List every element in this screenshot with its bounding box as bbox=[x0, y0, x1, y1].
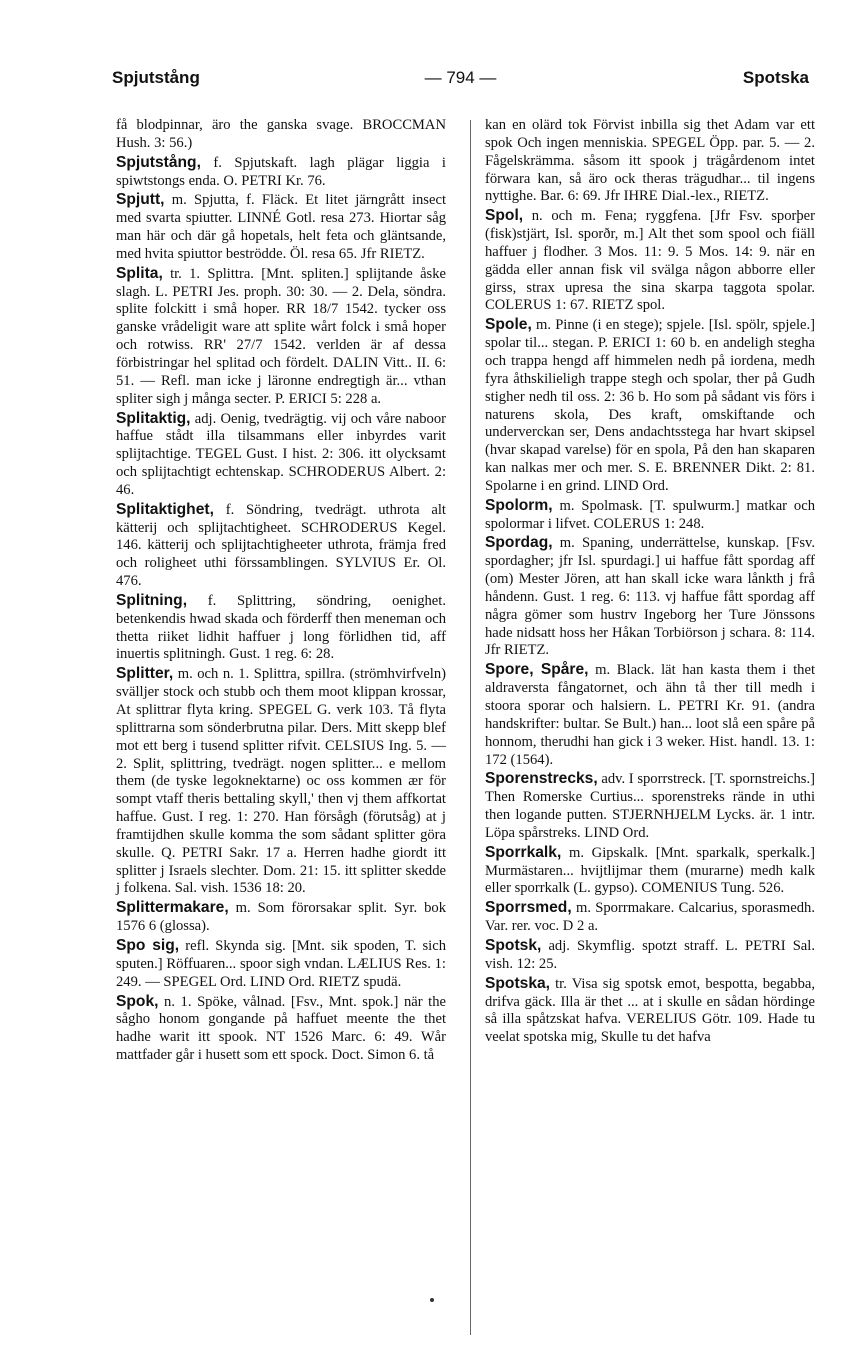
header-left-keyword: Spjutstång bbox=[112, 68, 200, 87]
headword: Spok, bbox=[116, 992, 159, 1010]
entry bbox=[485, 770, 815, 842]
entry bbox=[116, 265, 446, 409]
headword: Sporrsmed, bbox=[485, 899, 572, 917]
entry-text: tr. Visa sig spotsk emot, bespotta, begabba, drifva gäck. Illa är thet ... at i skulle en sådan hördinge så illa spåtzskat hafva. VERELIUS Götr. 109. Hade tu veelat spotska mig, Skulle tu det hafva bbox=[485, 975, 815, 1046]
entry-text: adj. Oenig, tvedrägtig. vij och våre naboor haffue stådt illa tilsammans eller inbyrdes varit splijtachtige. TEGEL Gust. I hist. 2: 306. itt olycksamt och splijtachtigt echtenskap. SCHRODERUS Albert. 2: 46. bbox=[116, 410, 446, 498]
entry bbox=[116, 191, 446, 263]
speck-mark bbox=[430, 1298, 434, 1302]
entry-text: f. Söndring, tvedrägt. uthrota alt kätterij och splijtachtigheet. SCHRODERUS Kegel. 146. kätterij och splijtachtigheeter uthrota, främja fred och roligheet uthi förssamblingen. SYLVIUS Er. Ol. 476. bbox=[116, 501, 446, 590]
entry bbox=[485, 937, 815, 974]
entry bbox=[485, 661, 815, 769]
entry-text: få blodpinnar, äro the ganska svage. BROCCMAN Hush. 3: 56.) bbox=[116, 117, 446, 151]
entry bbox=[116, 154, 446, 191]
entry-text: m. Sporrmakare. Calcarius, sporasmedh. Var. rer. voc. D 2 a. bbox=[485, 900, 815, 935]
entry-text: m. och n. 1. Splittra, spillra. (strömhvirfveln) svälljer stock och stubb och them moot klippan krossar, At splittrar flyta kring. SPEGEL G. verk 103. Tå flyta splittrarna som sönderbrutna pilar. Ders. Mitt skepp blef mot ett berg i tusend splitter rifvit. CELSIUS Ing. 5. — 2. Split, splittring, tvedrägt. nogen splitter... e mellom them (de tyske legoknektarne) oc oss kommen ær för sompt vtaff theris bettaling skyll,' then vj them affkortat haffue. Gust. I reg. 1: 270. Han försågh (förutsåg) at j framtijdhen skulle komma the som sådant splitter göra skulle. Q. PETRI Sakr. 17 a. Herren hadhe giordt itt splitter j Israels slechter. Dom. 21: 15. itt splitter skedde j folkena. Sal. vish. 1536 18: 20. bbox=[116, 666, 446, 897]
headword: Spolorm, bbox=[485, 496, 553, 514]
entry-text: f. Splittring, söndring, oenighet. betenkendis hwad skada och förderff then meneman och thetta riiket lidhit haffuer j long förlidhen tid, aff inuertis splitningh. Gust. 1 reg. 6: 28. bbox=[116, 592, 446, 663]
headword: Spore, Spåre, bbox=[485, 661, 589, 679]
headword: Spjutt, bbox=[116, 191, 165, 209]
headword: Splitter, bbox=[116, 665, 174, 683]
headword: Spole, bbox=[485, 316, 532, 334]
headword: Splittermakare, bbox=[116, 899, 229, 917]
entry bbox=[116, 501, 446, 591]
headword: Splitaktig, bbox=[116, 409, 191, 427]
entry bbox=[485, 116, 815, 206]
entry bbox=[485, 207, 815, 315]
headword: Splitaktighet, bbox=[116, 500, 214, 518]
entry-text: f. Spjutskaft. lagh plägar liggia i spiwtstongs enda. O. PETRI Kr. 76. bbox=[116, 154, 446, 189]
entry bbox=[485, 316, 815, 495]
entry-text: m. Black. lät han kasta them i thet aldraversta fångatornet, och ähn tå ther till medh i stoora sporar och halsiern. L. PETRI Kr. 91. (andra handskrifter: bultar. Se Bult.) han... loot slå een spåre på honnom, therudhi han gick i 3 weker. Hist. handl. 13. 1: 172 (1564). bbox=[485, 662, 816, 768]
entry bbox=[116, 410, 446, 500]
entry-text: adj. Skymflig. spotzt straff. L. PETRI Sal. vish. 12: 25. bbox=[485, 937, 815, 972]
entry-text: m. Pinne (i en stege); spjele. [Isl. spölr, spjele.] spolar til... stegan. P. ERICI 1: 60 b. en andeligh stegha och trappa hengd aff himmelen nedh på iordena, medh fyra åthskilieligh trappe stegh och spolar, ther på Gudh stigher nedh til oss. 2: 36 b. Ho som på sådant vis förs i naturens skola, Des kraft, omskiftande och underverckan ser, Dens andachtsstega har hvart skipsel (hvar skapad varelse) för en spola, På den han skaparen kan nalkas mer och mer. S. E. BRENNER Dikt. 2: 81. Spolarne i en grind. LIND Ord. bbox=[485, 317, 815, 494]
entry-text: m. Spjutta, f. Fläck. Et litet järngrått insect med svarta spiutter. LINNÉ Gotl. resa 273. Hiortar såg man här och där gå hopetals, helt feta och gläntsande, med hvita spiuttor beströdde. Öl. resa 65. Jfr RIETZ. bbox=[116, 192, 446, 262]
entry bbox=[485, 844, 815, 899]
headword: Spo sig, bbox=[116, 936, 180, 954]
headword: Spjutstång, bbox=[116, 153, 201, 171]
header-right-keyword: Spotska bbox=[742, 68, 809, 87]
entry bbox=[116, 899, 446, 936]
entry bbox=[485, 534, 815, 660]
entry-text: m. Spolmask. [T. spulwurm.] matkar och spolormar i lifvet. COLERUS 1: 248. bbox=[485, 497, 815, 532]
entry-text: n. och m. Fena; ryggfena. [Jfr Fsv. sporþer (fisk)stjärt, Isl. sporðr, m.] Alt thet som spool och fiäll haffuer j flodher. 3 Mos. 11: 9. 5 Mos. 14: 9. när en gädda eller annan fisk vil svälga någon abborre eller girss, strax upresa the sina skarpa taggota spolar. COLERUS 1: 67. RIETZ spol. bbox=[485, 208, 815, 314]
entry-text: kan en olärd tok Förvist inbilla sig thet Adam var ett spok Och ingen menniskia. SPEGEL Öpp. par. 5. — 2. Fågelskrämma. såsom itt spook j trägårdenom intet förwara kan, så äro ock theras trägudhar... til ingens nyttighe. Bar. 6: 69. Jfr IHRE Dial.-lex., RIETZ. bbox=[485, 117, 815, 205]
headword: Spotska, bbox=[485, 974, 550, 992]
entry bbox=[116, 993, 446, 1065]
entry bbox=[485, 497, 815, 534]
headword: Splitning, bbox=[116, 591, 188, 609]
entry-text: tr. 1. Splittra. [Mnt. spliten.] splijtande åske slagh. L. PETRI Jes. proph. 30: 30. — 2. Dela, söndra. splite folckitt i små hoper. RR 18/7 1542. tycker oss ganske vrådeligit ware att splite wårt folck i små hoper och rotwiss. RR' 27/7 1542. verlden är af dessa förbistringar hel splitad och fördelt. DALIN Vitt.. II. 6: 51. — Refl. man icke j läronne endregtigh är... vthan spliter sigh j många secter. P. ERICI 5: 228 a. bbox=[116, 265, 446, 407]
entry-text: adv. I sporrstreck. [T. spornstreichs.] Then Romerske Curtius... sporenstreks rände in uthi then logande putten. STJERNHJELM Lycks. är. 1 intr. Löpa spårstreks. LIND Ord. bbox=[485, 771, 815, 841]
entry bbox=[485, 975, 815, 1047]
headword: Sporenstrecks, bbox=[485, 770, 598, 788]
entry bbox=[116, 592, 446, 664]
entry-text: n. 1. Spöke, vålnad. [Fsv., Mnt. spok.] när the sågho honom gongande på haffuet meente the thet hadhe warit itt spook. NT 1526 Marc. 6: 49. Wår mattfader går i husett som ett spock. Doct. Simon 6. tå bbox=[116, 993, 446, 1064]
headword: Sporrkalk, bbox=[485, 843, 562, 861]
entry bbox=[485, 899, 815, 936]
page-header bbox=[112, 68, 809, 98]
headword: Spordag, bbox=[485, 534, 553, 552]
entry bbox=[116, 665, 446, 898]
entry-text: m. Gipskalk. [Mnt. sparkalk, sperkalk.] Murmästaren... hvijtlijmar them (murarne) medh kalk eller sporrkalk (L. gypso). COMENIUS Tung. 526. bbox=[485, 844, 815, 897]
entry-text: refl. Skynda sig. [Mnt. sik spoden, T. sich sputen.] Röffuaren... spoor sigh vndan. LÆLIUS Res. 1: 249. — SPEGEL Ord. LIND Ord. RIETZ spudä. bbox=[116, 937, 446, 990]
left-column bbox=[116, 116, 446, 1065]
headword: Spotsk, bbox=[485, 936, 542, 954]
entry bbox=[116, 116, 446, 153]
headword: Splita, bbox=[116, 264, 163, 282]
entry bbox=[116, 937, 446, 992]
page-number: — 794 — bbox=[424, 68, 497, 87]
column-divider bbox=[470, 120, 471, 1335]
headword: Spol, bbox=[485, 207, 524, 225]
entry-text: m. Som förorsakar split. Syr. bok 1576 6 (glossa). bbox=[116, 900, 446, 935]
right-column bbox=[485, 116, 815, 1047]
entry-text: m. Spaning, underrättelse, kunskap. [Fsv. spordagher; jfr Isl. spurdagi.] ui haffue fått spordag aff (om) Mester Jören, att han skall icke wara lånkth j frå håndenn. Gust. 1 reg. 6: 113. vj haffue fått spordag aff några gömer som hustrv Ingeborg her Ture Jönssons hade nidsatt hoss her Håkan Torbiörson j schara. 8: 114. Jfr RIETZ. bbox=[485, 535, 815, 659]
